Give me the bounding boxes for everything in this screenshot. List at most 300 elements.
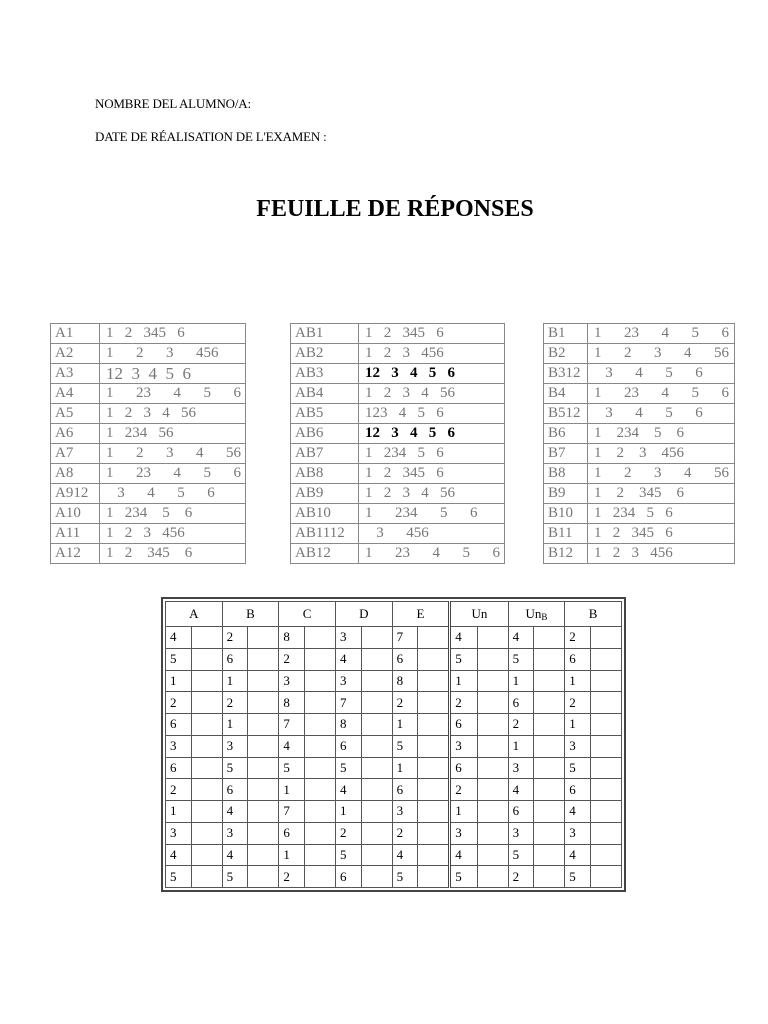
key-blank-cell: [591, 692, 622, 714]
question-row: [544, 484, 735, 504]
key-cell: 6: [392, 779, 418, 801]
key-blank-cell: [361, 714, 392, 736]
key-cell: 2: [392, 692, 418, 714]
question-row: [544, 464, 735, 484]
key-blank-cell: [477, 801, 508, 823]
key-cell: 4: [565, 801, 591, 823]
key-blank-cell: [418, 627, 450, 649]
key-cell: 1: [335, 801, 361, 823]
question-row: [291, 524, 505, 544]
key-blank-cell: [477, 735, 508, 757]
key-cell: 5: [335, 844, 361, 866]
key-blank-cell: [534, 866, 565, 888]
key-blank-cell: [361, 801, 392, 823]
key-blank-cell: [191, 692, 222, 714]
question-label: AB8: [291, 464, 359, 484]
key-blank-cell: [418, 735, 450, 757]
key-cell: 7: [392, 627, 418, 649]
key-cell: 4: [166, 627, 192, 649]
key-blank-cell: [304, 714, 335, 736]
key-blank-cell: [304, 627, 335, 649]
key-blank-cell: [248, 735, 279, 757]
question-label: B8: [544, 464, 588, 484]
key-blank-cell: [591, 714, 622, 736]
question-label: B12: [544, 544, 588, 564]
key-cell: 4: [335, 779, 361, 801]
key-cell: 6: [166, 714, 192, 736]
key-blank-cell: [304, 801, 335, 823]
question-row: [544, 544, 735, 564]
student-name-label: NOMBRE DEL ALUMNO/A:: [95, 96, 251, 111]
key-blank-cell: [361, 648, 392, 670]
key-blank-cell: [477, 670, 508, 692]
key-blank-cell: [591, 670, 622, 692]
question-label: B7: [544, 444, 588, 464]
key-blank-cell: [534, 735, 565, 757]
key-column-header: $Un_B$: [508, 602, 565, 627]
key-blank-cell: [534, 822, 565, 844]
key-cell: 6: [450, 757, 477, 779]
key-blank-cell: [248, 757, 279, 779]
key-blank-cell: [361, 757, 392, 779]
key-row: [166, 648, 622, 670]
question-row: [51, 444, 246, 464]
key-row: [166, 627, 622, 649]
key-blank-cell: [191, 866, 222, 888]
key-cell: 2: [392, 822, 418, 844]
key-cell: 3: [508, 757, 534, 779]
key-cell: 2: [565, 692, 591, 714]
question-label: B312: [544, 364, 588, 384]
key-cell: 5: [392, 735, 418, 757]
key-blank-cell: [477, 648, 508, 670]
question-row: [291, 404, 505, 424]
question-label: B512: [544, 404, 588, 424]
key-blank-cell: [534, 779, 565, 801]
key-blank-cell: [534, 801, 565, 823]
key-blank-cell: [534, 648, 565, 670]
key-cell: 4: [508, 627, 534, 649]
key-blank-cell: [591, 757, 622, 779]
key-blank-cell: [248, 844, 279, 866]
key-cell: 1: [166, 670, 192, 692]
page-title: FEUILLE DE RÉPONSES: [256, 196, 534, 222]
key-blank-cell: [591, 822, 622, 844]
question-options: 1 2 3 456: [100, 524, 246, 544]
question-options: 1 2 3 4 56: [359, 484, 505, 504]
question-row: [291, 464, 505, 484]
key-blank-cell: [248, 822, 279, 844]
key-blank-cell: [191, 844, 222, 866]
question-label: A2: [51, 344, 100, 364]
key-cell: 3: [222, 735, 248, 757]
key-column-header: C: [279, 602, 336, 627]
key-cell: 4: [279, 735, 305, 757]
key-cell: 5: [565, 866, 591, 888]
key-cell: 2: [222, 692, 248, 714]
key-row: [166, 714, 622, 736]
key-blank-cell: [191, 648, 222, 670]
key-cell: 7: [335, 692, 361, 714]
key-cell: 2: [335, 822, 361, 844]
question-label: A1: [51, 324, 100, 344]
key-blank-cell: [418, 844, 450, 866]
key-blank-cell: [304, 692, 335, 714]
key-blank-cell: [191, 627, 222, 649]
key-cell: 4: [508, 779, 534, 801]
key-blank-cell: [304, 670, 335, 692]
key-blank-cell: [591, 627, 622, 649]
key-blank-cell: [418, 779, 450, 801]
question-options: 123 4 5 6: [359, 404, 505, 424]
question-label: AB9: [291, 484, 359, 504]
question-row: [544, 384, 735, 404]
key-blank-cell: [191, 714, 222, 736]
key-cell: 7: [279, 801, 305, 823]
key-cell: 3: [166, 822, 192, 844]
question-label: A10: [51, 504, 100, 524]
key-blank-cell: [477, 866, 508, 888]
key-cell: 2: [565, 627, 591, 649]
key-blank-cell: [418, 648, 450, 670]
key-row: [166, 822, 622, 844]
key-blank-cell: [248, 627, 279, 649]
key-cell: 3: [222, 822, 248, 844]
key-blank-cell: [477, 714, 508, 736]
question-label: A912: [51, 484, 100, 504]
key-cell: 2: [222, 627, 248, 649]
key-blank-cell: [248, 648, 279, 670]
key-column-header: B: [222, 602, 279, 627]
key-cell: 5: [450, 648, 477, 670]
question-options: 1 234 5 6: [359, 504, 505, 524]
key-cell: 5: [222, 757, 248, 779]
question-label: B11: [544, 524, 588, 544]
key-cell: 2: [279, 648, 305, 670]
question-row: [51, 524, 246, 544]
key-cell: 6: [450, 714, 477, 736]
question-options: 1 2 345 6: [588, 524, 735, 544]
key-blank-cell: [248, 801, 279, 823]
key-blank-cell: [361, 866, 392, 888]
key-blank-cell: [361, 735, 392, 757]
answer-table-a: [50, 323, 246, 564]
question-label: AB7: [291, 444, 359, 464]
key-cell: 6: [392, 648, 418, 670]
key-cell: 7: [279, 714, 305, 736]
question-row: [544, 424, 735, 444]
key-cell: 6: [222, 648, 248, 670]
question-row: [51, 384, 246, 404]
key-blank-cell: [361, 822, 392, 844]
question-label: AB2: [291, 344, 359, 364]
key-cell: 6: [335, 866, 361, 888]
key-blank-cell: [248, 714, 279, 736]
answer-table-b: [543, 323, 735, 564]
question-options: 1 2 3 456: [359, 344, 505, 364]
key-cell: 5: [222, 866, 248, 888]
key-column-header: E: [392, 602, 450, 627]
question-options: 3 456: [359, 524, 505, 544]
question-label: AB1: [291, 324, 359, 344]
key-cell: 6: [565, 648, 591, 670]
key-cell: 8: [335, 714, 361, 736]
key-row: [166, 801, 622, 823]
key-blank-cell: [191, 779, 222, 801]
key-row: [166, 844, 622, 866]
key-blank-cell: [477, 692, 508, 714]
key-blank-cell: [304, 735, 335, 757]
question-row: [291, 544, 505, 564]
key-cell: 1: [222, 714, 248, 736]
key-blank-cell: [248, 779, 279, 801]
question-options: 12 3 4 5 6: [359, 364, 505, 384]
key-blank-cell: [304, 779, 335, 801]
header-subscript: B: [541, 612, 548, 622]
key-blank-cell: [361, 627, 392, 649]
key-cell: 1: [565, 714, 591, 736]
key-column-header: D: [335, 602, 392, 627]
question-label: AB5: [291, 404, 359, 424]
question-row: [544, 504, 735, 524]
key-blank-cell: [248, 670, 279, 692]
question-options: 12 3 4 5 6: [359, 424, 505, 444]
key-column-header: B: [565, 602, 622, 627]
key-cell: 3: [335, 670, 361, 692]
key-blank-cell: [361, 779, 392, 801]
key-cell: 3: [335, 627, 361, 649]
key-blank-cell: [248, 692, 279, 714]
question-row: [544, 344, 735, 364]
key-blank-cell: [591, 844, 622, 866]
key-blank-cell: [591, 801, 622, 823]
key-blank-cell: [418, 866, 450, 888]
answer-key: [161, 597, 626, 892]
key-cell: 1: [450, 801, 477, 823]
key-cell: 4: [392, 844, 418, 866]
key-cell: 3: [450, 735, 477, 757]
question-options: 1 2 3 456: [588, 544, 735, 564]
question-label: A8: [51, 464, 100, 484]
key-blank-cell: [477, 757, 508, 779]
question-label: AB6: [291, 424, 359, 444]
question-options: 12 3 4 5 6: [100, 364, 246, 384]
key-cell: 1: [508, 735, 534, 757]
key-blank-cell: [477, 822, 508, 844]
question-row: [51, 404, 246, 424]
key-cell: 4: [565, 844, 591, 866]
question-row: [51, 424, 246, 444]
key-cell: 3: [450, 822, 477, 844]
question-options: 1 2 3 4 56: [588, 344, 735, 364]
key-cell: 5: [279, 757, 305, 779]
question-label: B1: [544, 324, 588, 344]
key-cell: 5: [508, 648, 534, 670]
question-row: [291, 484, 505, 504]
key-cell: 2: [450, 692, 477, 714]
key-cell: 4: [450, 844, 477, 866]
key-blank-cell: [418, 757, 450, 779]
question-options: 1 23 4 5 6: [588, 324, 735, 344]
key-cell: 2: [508, 714, 534, 736]
key-blank-cell: [191, 757, 222, 779]
question-row: [544, 364, 735, 384]
key-blank-cell: [361, 844, 392, 866]
question-label: AB3: [291, 364, 359, 384]
question-options: 1 234 5 6: [588, 504, 735, 524]
key-cell: 6: [508, 692, 534, 714]
key-cell: 5: [392, 866, 418, 888]
key-row: [166, 735, 622, 757]
key-cell: 4: [450, 627, 477, 649]
key-cell: 5: [565, 757, 591, 779]
key-column-header: A: [166, 602, 223, 627]
question-options: 1 23 4 5 6: [100, 384, 246, 404]
key-cell: 1: [392, 757, 418, 779]
question-label: AB4: [291, 384, 359, 404]
key-cell: 8: [392, 670, 418, 692]
question-options: 1 234 56: [100, 424, 246, 444]
key-cell: 1: [279, 779, 305, 801]
question-options: 3 4 5 6: [588, 364, 735, 384]
key-blank-cell: [418, 692, 450, 714]
key-blank-cell: [477, 627, 508, 649]
key-blank-cell: [477, 779, 508, 801]
question-label: B10: [544, 504, 588, 524]
key-cell: 3: [392, 801, 418, 823]
question-options: 3 4 5 6: [588, 404, 735, 424]
key-blank-cell: [591, 648, 622, 670]
question-label: A5: [51, 404, 100, 424]
key-cell: 2: [450, 779, 477, 801]
key-cell: 6: [222, 779, 248, 801]
question-label: A3: [51, 364, 100, 384]
key-cell: 2: [166, 692, 192, 714]
question-row: [544, 404, 735, 424]
key-blank-cell: [591, 866, 622, 888]
question-options: 1 23 4 5 6: [588, 384, 735, 404]
question-label: B4: [544, 384, 588, 404]
key-cell: 5: [508, 844, 534, 866]
key-blank-cell: [304, 648, 335, 670]
key-blank-cell: [418, 714, 450, 736]
question-options: 1 23 4 5 6: [359, 544, 505, 564]
question-row: [291, 364, 505, 384]
question-options: 1 23 4 5 6: [100, 464, 246, 484]
question-row: [544, 444, 735, 464]
key-cell: 6: [335, 735, 361, 757]
key-blank-cell: [534, 692, 565, 714]
key-cell: 2: [508, 866, 534, 888]
key-cell: 3: [279, 670, 305, 692]
key-blank-cell: [191, 735, 222, 757]
key-blank-cell: [191, 670, 222, 692]
question-row: [51, 464, 246, 484]
key-cell: 1: [565, 670, 591, 692]
question-label: B2: [544, 344, 588, 364]
key-cell: 6: [279, 822, 305, 844]
key-blank-cell: [591, 779, 622, 801]
question-options: 1 2 345 6: [359, 464, 505, 484]
question-label: A6: [51, 424, 100, 444]
key-cell: 1: [450, 670, 477, 692]
question-row: [51, 364, 246, 384]
key-blank-cell: [361, 670, 392, 692]
key-blank-cell: [304, 757, 335, 779]
question-options: 1 2 345 6: [100, 324, 246, 344]
question-options: 1 2 345 6: [359, 324, 505, 344]
question-options: 1 2 3 4 56: [588, 464, 735, 484]
key-cell: 4: [335, 648, 361, 670]
key-cell: 4: [222, 844, 248, 866]
question-row: [51, 544, 246, 564]
answer-key-table: [165, 601, 622, 888]
question-options: 1 234 5 6: [359, 444, 505, 464]
question-label: AB10: [291, 504, 359, 524]
key-cell: 8: [279, 692, 305, 714]
key-blank-cell: [534, 627, 565, 649]
key-blank-cell: [304, 844, 335, 866]
question-row: [51, 504, 246, 524]
key-cell: 3: [508, 822, 534, 844]
question-options: 1 2 3 456: [100, 344, 246, 364]
question-row: [291, 324, 505, 344]
key-cell: 6: [565, 779, 591, 801]
key-cell: 5: [166, 648, 192, 670]
key-blank-cell: [418, 670, 450, 692]
key-cell: 5: [335, 757, 361, 779]
key-blank-cell: [191, 822, 222, 844]
key-blank-cell: [248, 866, 279, 888]
question-row: [291, 504, 505, 524]
question-options: 1 2 3 456: [588, 444, 735, 464]
key-row: [166, 779, 622, 801]
key-cell: 8: [279, 627, 305, 649]
key-cell: 3: [565, 822, 591, 844]
key-cell: 3: [166, 735, 192, 757]
key-cell: 2: [166, 779, 192, 801]
question-row: [544, 524, 735, 544]
question-row: [51, 344, 246, 364]
question-label: A4: [51, 384, 100, 404]
question-label: AB1112: [291, 524, 359, 544]
key-cell: 1: [166, 801, 192, 823]
key-cell: 3: [565, 735, 591, 757]
key-cell: 1: [222, 670, 248, 692]
question-label: A12: [51, 544, 100, 564]
key-blank-cell: [418, 801, 450, 823]
key-cell: 6: [166, 757, 192, 779]
key-cell: 4: [166, 844, 192, 866]
question-options: 1 2 3 4 56: [359, 384, 505, 404]
answer-key-header-row: [166, 602, 622, 627]
question-options: 1 234 5 6: [100, 504, 246, 524]
question-label: B9: [544, 484, 588, 504]
question-label: A7: [51, 444, 100, 464]
key-blank-cell: [534, 714, 565, 736]
key-cell: 6: [508, 801, 534, 823]
question-row: [51, 484, 246, 504]
question-label: AB12: [291, 544, 359, 564]
key-row: [166, 692, 622, 714]
key-cell: 1: [392, 714, 418, 736]
key-blank-cell: [361, 692, 392, 714]
question-options: 1 2 345 6: [100, 544, 246, 564]
key-cell: 5: [166, 866, 192, 888]
exam-date-label: DATE DE RÉALISATION DE L'EXAMEN :: [95, 129, 327, 144]
question-row: [291, 384, 505, 404]
key-blank-cell: [304, 866, 335, 888]
